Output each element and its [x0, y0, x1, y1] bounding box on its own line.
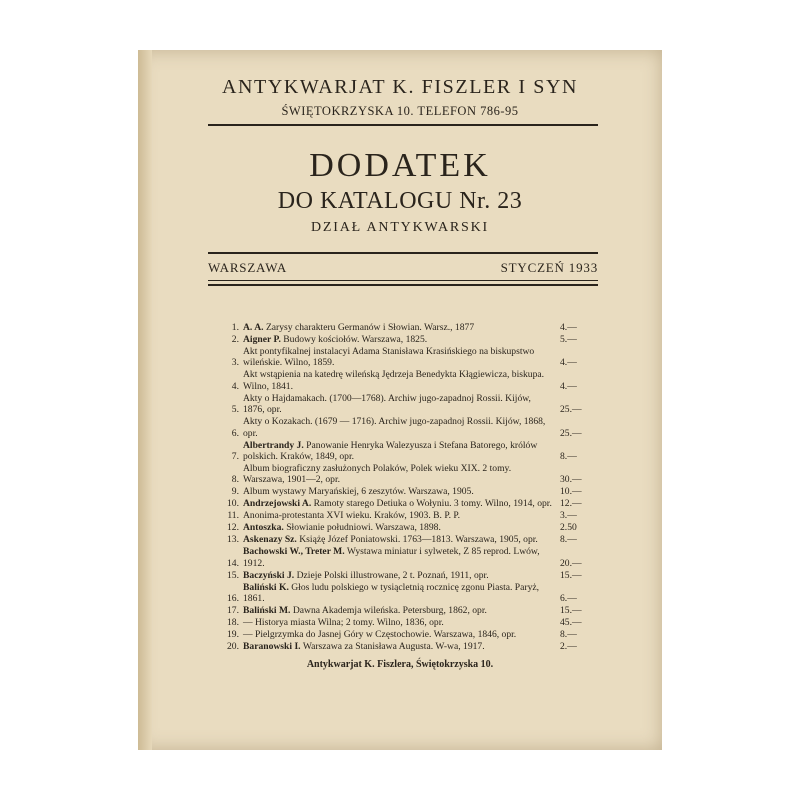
entry-number: 1.	[231, 322, 239, 333]
entry-description	[243, 346, 552, 369]
catalog-entry	[214, 440, 600, 463]
entry-price: 3.—	[560, 510, 577, 522]
entry-number: 18.	[227, 617, 239, 629]
entry-description	[243, 617, 552, 628]
entry-text: Akty o Kozakach. (1679 — 1716). Archiw jugo-zapadnoj Rossii. Kijów, 1868, opr.	[243, 416, 546, 439]
entry-description	[243, 629, 552, 640]
entry-description	[243, 534, 552, 545]
entry-description	[243, 546, 552, 569]
entry-number: 19.	[227, 629, 239, 641]
entry-number: 13.	[227, 534, 239, 546]
entry-number: 14.	[227, 557, 239, 569]
firm-name: ANTYKWARJAT K. FISZLER I SYN	[221, 76, 579, 98]
catalog-entry	[214, 629, 600, 640]
entry-number: 17.	[227, 605, 239, 617]
entry-price: 2.—	[560, 641, 577, 653]
entry-description	[243, 570, 552, 581]
entry-price: 8.—	[560, 629, 577, 641]
entry-text: Ramoty starego Detiuka o Wołyniu. 3 tomy. Wilno, 1914, opr.	[313, 498, 552, 510]
catalog-entry	[214, 546, 600, 569]
lower-rule-thick	[208, 284, 598, 286]
entry-text: Budowy kościołów. Warszawa, 1825.	[283, 334, 428, 345]
catalog-entry	[214, 510, 600, 521]
entry-number: 12.	[227, 522, 239, 534]
catalog-entry	[214, 498, 600, 509]
upper-rule	[208, 252, 598, 254]
entry-description	[243, 416, 552, 439]
catalog-entry	[214, 617, 600, 628]
entry-author: A. A.	[243, 322, 264, 333]
entry-price: 4.—	[560, 380, 577, 392]
entry-number: 8.	[231, 474, 239, 486]
page-subtitle: DO KATALOGU Nr. 23	[277, 188, 523, 214]
entry-author: Baczyński J.	[243, 569, 295, 581]
catalog-entry	[214, 534, 600, 545]
entry-text: Zarysy charakteru Germanów i Słowian. Warsz., 1877	[265, 322, 475, 333]
entry-description	[243, 522, 552, 533]
footer-address: Antykwarjat K. Fiszlera, Świętokrzyska 10.	[306, 659, 494, 670]
catalog-entry	[214, 416, 600, 439]
entry-price: 4.—	[560, 357, 577, 369]
catalog-entry	[214, 486, 600, 497]
entry-text: Akt wstąpienia na katedrę wileńską Jędrzeja Benedykta Kłągiewicza, biskupa. Wilno, 1841.	[243, 369, 545, 392]
entry-number: 4.	[231, 380, 239, 392]
entry-text: Dzieje Polski illustrowane, 2 t. Poznań, 1911, opr.	[296, 569, 489, 581]
entry-price: 25.—	[560, 404, 582, 416]
entry-author: Aigner P.	[243, 334, 281, 345]
page-title: DODATEK	[309, 147, 491, 184]
entry-description	[243, 486, 552, 497]
entry-price: 45.—	[560, 617, 582, 629]
entry-text: Anonima-protestanta XVI wieku. Kraków, 1903. B. P. P.	[243, 510, 461, 522]
entry-text: Dawna Akademja wileńska. Petersburg, 1862, opr.	[292, 605, 487, 617]
entry-price: 15.—	[560, 605, 582, 617]
entry-number: 11.	[227, 510, 239, 522]
date-label: STYCZEŃ 1933	[500, 260, 598, 275]
section-name: DZIAŁ ANTYKWARSKI	[311, 220, 489, 235]
entry-price: 20.—	[560, 557, 582, 569]
catalog-entry	[214, 570, 600, 581]
catalog-entry	[214, 322, 600, 333]
entry-number: 10.	[227, 498, 239, 510]
entry-number: 16.	[227, 593, 239, 605]
lower-rule-thin	[208, 280, 598, 281]
entry-text: Wystawa miniatur i sylwetek, Z 85 reprod. Lwów, 1912.	[243, 546, 540, 569]
entry-description	[243, 322, 552, 333]
catalog-entries	[214, 322, 600, 653]
entry-number: 20.	[227, 641, 239, 653]
entry-text: Panowanie Henryka Walezyusza i Stefana Batorego, królów polskich. Kraków, 1849, opr.	[243, 439, 538, 463]
catalog-entry	[214, 346, 600, 369]
entry-description	[243, 498, 552, 509]
entry-price: 8.—	[560, 451, 577, 463]
entry-description	[243, 369, 552, 392]
entry-number: 7.	[231, 451, 239, 463]
entry-description	[243, 582, 552, 605]
entry-number: 5.	[231, 404, 239, 416]
firm-address: ŚWIĘTOKRZYSKA 10. TELEFON 786-95	[281, 104, 519, 118]
entry-price: 6.—	[560, 593, 577, 605]
entry-author: Baliński K.	[243, 581, 289, 593]
entry-text: Głos ludu polskiego w tysiącletnią rocznicę zgonu Piasta. Paryż, 1861.	[243, 581, 540, 605]
entry-price: 4.—	[560, 322, 577, 333]
entry-description	[243, 393, 552, 416]
entry-text: Akt pontyfikalnej instalacyi Adama Stanisława Krasińskiego na biskupstwo wileńskie. Wilno, 1859.	[243, 346, 535, 369]
entry-number: 15.	[227, 569, 239, 581]
entry-description	[243, 510, 552, 521]
entry-text: Warszawa za Stanisława Augusta. W-wa, 1917.	[302, 641, 485, 653]
entry-text: Album biograficzny zasłużonych Polaków, Polek wieku XIX. 2 tomy. Warszawa, 1901—2, opr.	[243, 463, 512, 486]
entry-description	[243, 641, 552, 652]
entry-number: 6.	[231, 427, 239, 439]
entry-number: 3.	[231, 357, 239, 369]
entry-author: Antoszka.	[243, 522, 284, 534]
entry-author: Baliński M.	[243, 605, 291, 617]
entry-text: Album wystawy Maryańskiej, 6 zeszytów. Warszawa, 1905.	[243, 486, 474, 498]
entry-price: 2.50	[560, 522, 577, 534]
catalog-entry	[214, 641, 600, 652]
entry-price: 10.—	[560, 486, 582, 498]
header-rule	[208, 124, 598, 126]
entry-author: Baranowski I.	[243, 641, 301, 653]
entry-text: Akty o Hajdamakach. (1700—1768). Archiw jugo-zapadnoj Rossii. Kijów, 1876, opr.	[243, 392, 531, 416]
entry-price: 5.—	[560, 334, 577, 345]
entry-text: Słowianie południowi. Warszawa, 1898.	[286, 522, 441, 534]
catalog-entry	[214, 463, 600, 486]
entry-description	[243, 440, 552, 463]
entry-price: 30.—	[560, 474, 582, 486]
catalog-entry	[214, 522, 600, 533]
catalog-entry	[214, 605, 600, 616]
catalog-entry	[214, 334, 600, 345]
entry-description	[243, 605, 552, 616]
city-label: WARSZAWA	[208, 260, 288, 275]
entry-description	[243, 463, 552, 486]
entry-text: — Pielgrzymka do Jasnej Góry w Częstochowie. Warszawa, 1846, opr.	[243, 629, 517, 641]
entry-author: Andrzejowski A.	[243, 498, 312, 510]
entry-price: 25.—	[560, 427, 582, 439]
entry-price: 12.—	[560, 498, 582, 510]
entry-price: 15.—	[560, 569, 582, 581]
entry-price: 8.—	[560, 534, 577, 546]
entry-author: Albertrandy J.	[243, 439, 304, 451]
entry-author: Askenazy Sz.	[243, 534, 297, 546]
entry-number: 9.	[231, 486, 239, 498]
catalog-entry	[214, 369, 600, 392]
entry-number: 2.	[231, 334, 239, 345]
entry-text: Książę Józef Poniatowski. 1763—1813. Warszawa, 1905, opr.	[299, 534, 538, 546]
catalog-entry	[214, 582, 600, 605]
entry-description	[243, 334, 552, 345]
entry-text: — Historya miasta Wilna; 2 tomy. Wilno, 1836, opr.	[243, 617, 444, 629]
entry-author: Bachowski W., Treter M.	[243, 546, 345, 558]
catalog-entry	[214, 393, 600, 416]
